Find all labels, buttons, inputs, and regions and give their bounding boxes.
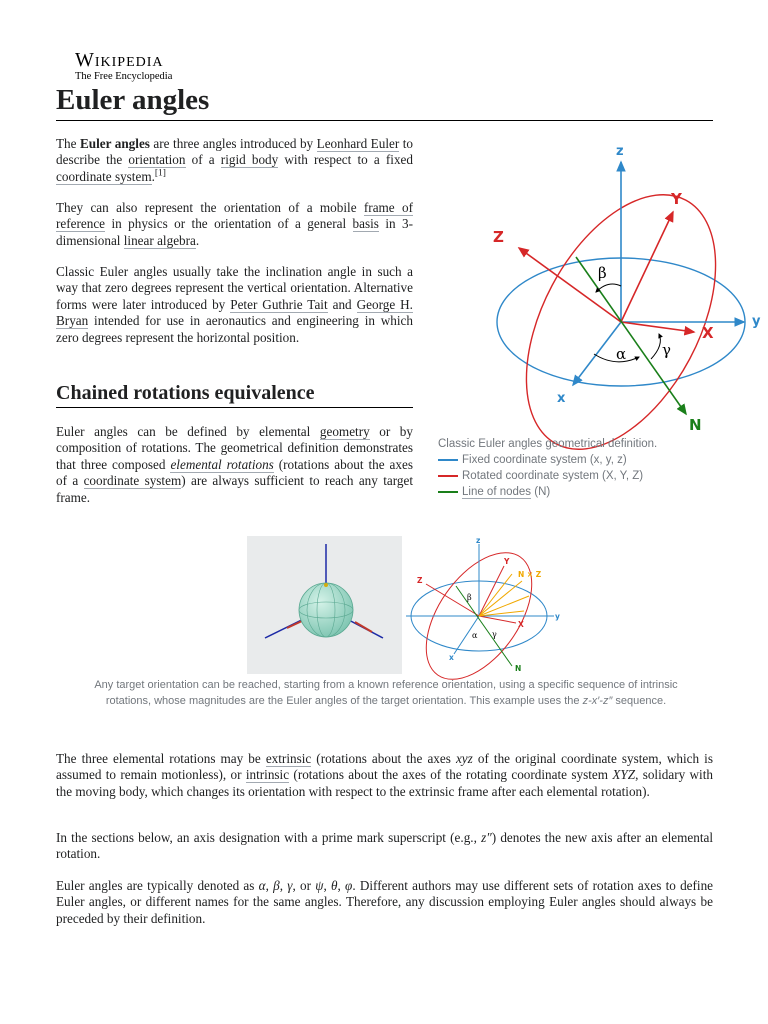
link-geometry[interactable]: geometry bbox=[319, 424, 370, 439]
x-axis bbox=[573, 322, 621, 385]
logo-wordmark: Wikipedia bbox=[75, 49, 164, 71]
Y-axis bbox=[621, 212, 673, 322]
legend-suffix: (N) bbox=[531, 486, 551, 498]
small-X-axis bbox=[479, 616, 516, 623]
link-intrinsic[interactable]: intrinsic bbox=[245, 767, 290, 783]
legend-fixed bbox=[438, 452, 738, 468]
text: Classic Euler angles usually take the inclination angle in such a way that zero degrees represent the vertical orientation. Alternative forms were later introduced by bbox=[56, 264, 413, 312]
text: in 3-dimensional bbox=[56, 216, 413, 248]
figure-2-caption bbox=[91, 677, 681, 709]
small-label-Y: Y bbox=[504, 557, 510, 566]
text: , bbox=[279, 878, 288, 893]
bold-term: Euler angles bbox=[80, 136, 150, 151]
legend-line-green bbox=[438, 491, 458, 493]
link-rigid-body[interactable]: rigid body bbox=[220, 152, 279, 168]
symbol-phi: φ bbox=[345, 878, 353, 893]
small-label-N: N bbox=[515, 664, 522, 673]
intro-paragraph-1 bbox=[56, 136, 413, 185]
symbol-beta: β bbox=[273, 878, 280, 893]
text: (rotations about the axes of the rotating coordinate system bbox=[289, 767, 613, 783]
text: of a bbox=[185, 152, 221, 168]
text: In the sections below, an axis designation with a prime mark superscript (e.g., bbox=[56, 830, 482, 845]
intro-paragraph-3 bbox=[56, 264, 413, 346]
link-basis[interactable]: basis bbox=[352, 216, 379, 232]
label-x: x bbox=[557, 391, 566, 406]
text: with respect to a fixed bbox=[278, 152, 413, 168]
page-title: Euler angles bbox=[56, 82, 713, 121]
link-george-h-bryan[interactable]: George H. Bryan bbox=[56, 296, 413, 329]
label-Z: Z bbox=[493, 228, 504, 246]
body-paragraph-2 bbox=[56, 830, 713, 863]
figure-1-caption-text: Classic Euler angles geometrical definition. bbox=[438, 438, 658, 450]
link-peter-guthrie-tait[interactable]: Peter Guthrie Tait bbox=[230, 296, 328, 312]
link-leonhard-euler[interactable]: Leonhard Euler bbox=[316, 136, 400, 151]
small-label-X: X bbox=[518, 620, 524, 629]
text: , bbox=[323, 878, 331, 893]
label-beta: β bbox=[598, 264, 607, 282]
link-coordinate-system[interactable]: coordinate system bbox=[56, 168, 152, 184]
link-extrinsic[interactable]: extrinsic bbox=[265, 751, 312, 766]
text: , solidary with the moving body, which changes its orientation with respect to the extrinsic frame after each elemental rotation). bbox=[56, 767, 713, 799]
small-label-NxZ: N × Z bbox=[518, 570, 542, 579]
text: Euler angles can be defined by elemental bbox=[56, 424, 320, 439]
small-label-y: y bbox=[555, 612, 560, 621]
legend-line-blue bbox=[438, 459, 458, 461]
text: (rotations about the axes bbox=[311, 751, 456, 766]
legend-rotated bbox=[438, 468, 738, 484]
text: (rotations about the axes of a bbox=[56, 456, 413, 489]
sphere-red-x bbox=[287, 621, 302, 628]
link-elemental-rotations[interactable]: elemental rotations bbox=[170, 456, 274, 472]
reference-1[interactable]: [1] bbox=[154, 168, 166, 179]
small-label-gamma: γ bbox=[492, 630, 497, 639]
section-paragraph-1 bbox=[56, 424, 413, 506]
link-linear-algebra[interactable]: linear algebra bbox=[123, 232, 196, 248]
text: of the original coordinate system, which is assumed to remain motionless), or bbox=[56, 751, 713, 783]
axes-XYZ: XYZ bbox=[612, 767, 636, 783]
legend-line-red bbox=[438, 475, 458, 477]
label-y: y bbox=[752, 314, 761, 329]
sphere-illustration bbox=[247, 536, 402, 674]
text: , or bbox=[292, 878, 316, 893]
sphere-red-y bbox=[355, 622, 372, 632]
text: sequence. bbox=[612, 695, 667, 707]
text: , bbox=[265, 878, 274, 893]
text: and bbox=[327, 296, 357, 312]
text: , bbox=[337, 878, 346, 893]
label-z: z bbox=[616, 144, 624, 159]
text: . bbox=[151, 168, 155, 184]
legend-nodes bbox=[438, 484, 738, 500]
label-gamma: γ bbox=[662, 341, 671, 359]
text: to describe the bbox=[56, 136, 413, 168]
link-line-of-nodes[interactable]: Line of nodes bbox=[462, 486, 532, 498]
animated-sphere-image[interactable] bbox=[247, 536, 402, 674]
text: The bbox=[56, 136, 80, 151]
link-coordinate-system-2[interactable]: coordinate system bbox=[83, 473, 182, 489]
intro-paragraph-2 bbox=[56, 200, 413, 249]
text: . bbox=[195, 232, 200, 248]
legend-label: Rotated coordinate system (X, Y, Z) bbox=[462, 470, 644, 482]
label-alpha: α bbox=[616, 345, 627, 363]
axis-example: z″ bbox=[481, 830, 492, 845]
text: in physics or the orientation of a general bbox=[105, 216, 353, 232]
small-label-x: x bbox=[449, 653, 454, 662]
symbol-alpha: α bbox=[258, 878, 266, 893]
small-label-z: z bbox=[476, 536, 481, 545]
text: . Different authors may use different sets of rotation axes to define Euler angles, or different names for the same angles. Therefore, any discussion employing Euler angles should always be preceded by their definition. bbox=[56, 878, 714, 926]
body-paragraph-3 bbox=[56, 878, 713, 927]
text: ) denotes the new axis after an elemental rotation. bbox=[56, 830, 713, 862]
label-N: N bbox=[689, 416, 702, 434]
text: or by composition of rotations. The geometrical definition demonstrates that three composed bbox=[56, 424, 413, 472]
sphere-top-marker bbox=[324, 583, 328, 587]
small-Y-axis bbox=[479, 566, 504, 616]
gamma-arc bbox=[651, 334, 660, 359]
link-orientation[interactable]: orientation bbox=[128, 152, 186, 168]
logo-tagline: The Free Encyclopedia bbox=[75, 71, 173, 82]
text: They can also represent the orientation of a mobile bbox=[56, 200, 364, 215]
euler-angles-diagram-small[interactable] bbox=[404, 536, 564, 674]
text: ) are always sufficient to reach any target frame. bbox=[56, 473, 414, 505]
text: Any target orientation can be reached, starting from a known reference orientation, using a specific sequence of intrinsic rotations, whose magnitudes are the Euler angles of the target orientation. This example uses the bbox=[94, 679, 678, 707]
text: Euler angles are typically denoted as bbox=[56, 878, 259, 893]
small-label-Z: Z bbox=[417, 576, 423, 585]
wikipedia-logo[interactable] bbox=[75, 50, 195, 83]
symbol-gamma: γ bbox=[287, 878, 293, 893]
link-frame-of-reference[interactable]: frame of reference bbox=[56, 200, 413, 232]
legend-label: Fixed coordinate system (x, y, z) bbox=[462, 454, 627, 466]
text: are three angles introduced by bbox=[149, 136, 317, 151]
small-NxZ-axis bbox=[479, 581, 522, 616]
axes-xyz: xyz bbox=[455, 751, 473, 766]
small-label-beta: β bbox=[467, 593, 472, 602]
label-X: X bbox=[702, 324, 714, 342]
symbol-psi: ψ bbox=[315, 878, 324, 893]
small-label-alpha: α bbox=[472, 631, 478, 640]
euler-angles-diagram[interactable] bbox=[436, 140, 761, 436]
X-axis bbox=[621, 322, 694, 332]
line-of-nodes bbox=[576, 257, 686, 414]
section-heading: Chained rotations equivalence bbox=[56, 381, 413, 408]
sequence-name: z-x′-z″ bbox=[582, 695, 613, 707]
label-Y: Y bbox=[671, 190, 682, 208]
small-N-axis bbox=[456, 586, 512, 666]
symbol-theta: θ bbox=[330, 878, 338, 893]
text: The three elemental rotations may be bbox=[56, 751, 266, 766]
figure-1-caption bbox=[438, 436, 738, 500]
body-paragraph-1 bbox=[56, 751, 713, 800]
text: intended for use in aeronautics and engineering in which zero degrees represent the horizontal position. bbox=[56, 313, 413, 345]
